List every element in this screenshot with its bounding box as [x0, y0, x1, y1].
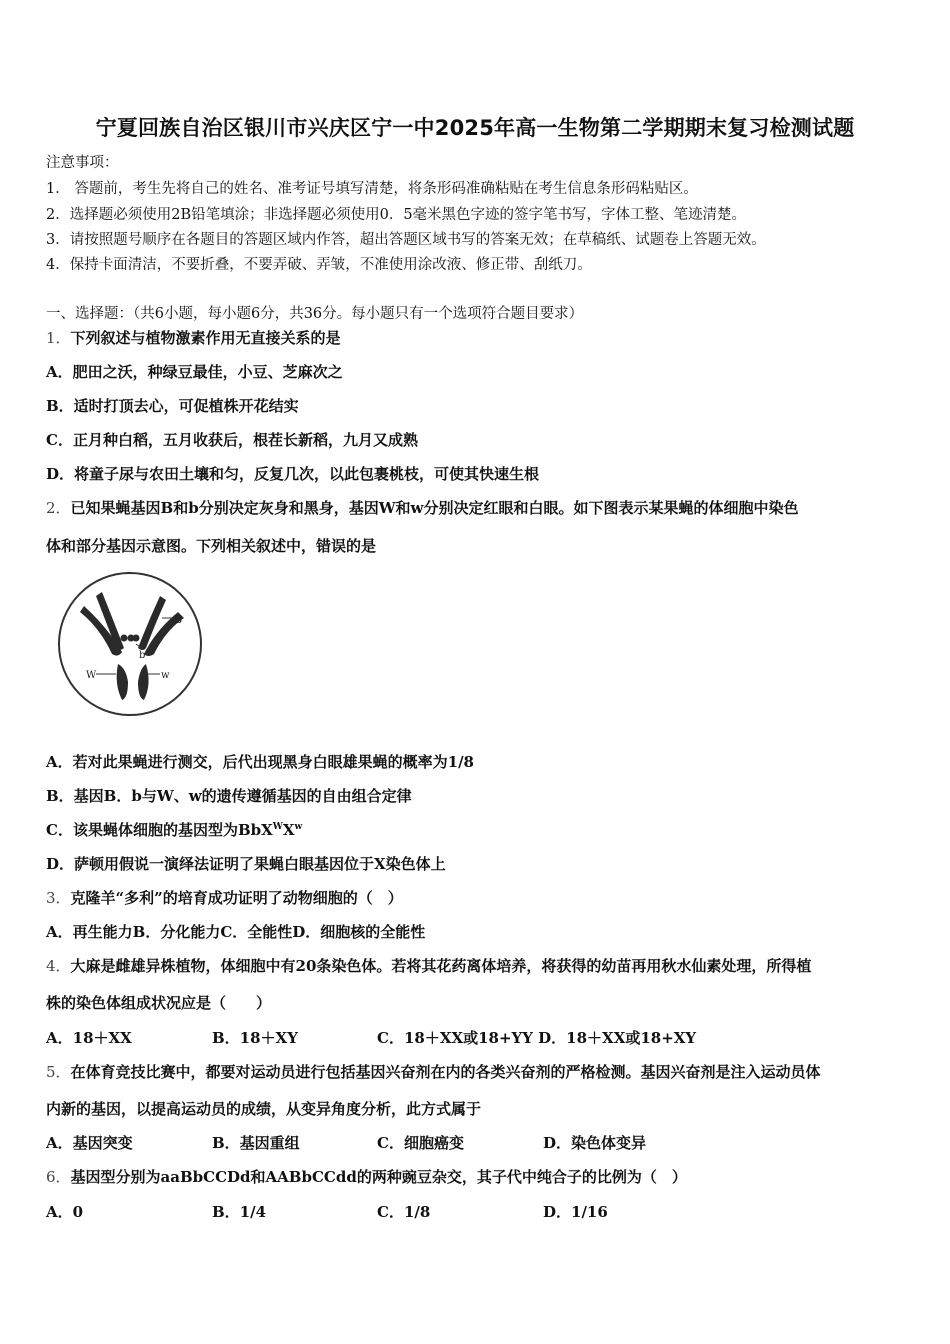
option-b: B．适时打顶去心，可促植株开花结实	[46, 397, 299, 415]
question-stem: 下列叙述与植物激素作用无直接关系的是	[70, 329, 341, 347]
question-5	[46, 1061, 821, 1082]
question-stem: 克隆羊“多利”的培育成功证明了动物细胞的（ ）	[70, 889, 403, 907]
question-stem: 基因型分别为aaBbCCDd和AABbCCdd的两种豌豆杂交，其子代中纯合子的比例为（ ）	[70, 1168, 687, 1186]
question-6	[46, 1166, 687, 1187]
option-d: D．1/16	[543, 1203, 608, 1221]
question-stem-line2: 株的染色体组成状况应是（ ）	[46, 994, 272, 1012]
page-title: 宁夏回族自治区银川市兴庆区宁一中2025年高一生物第二学期期末复习检测试题	[95, 116, 855, 140]
option-a: A．基因突变	[46, 1134, 133, 1152]
option-b: B．18＋XY	[212, 1029, 298, 1047]
option-c-sup2: w	[294, 822, 303, 832]
option-c-d: C．18＋XX或18+YY D．18＋XX或18+XY	[377, 1029, 697, 1047]
option-b: B．基因B．b与W、w的遗传遵循基因的自由组合定律	[46, 787, 412, 805]
question-stem-line2: 体和部分基因示意图。下列相关叙述中，错误的是	[46, 537, 377, 555]
option-c: C．细胞癌变	[377, 1134, 464, 1152]
question-number: 5．	[46, 1063, 71, 1081]
option-c-prefix: C．该果蝇体细胞的基因型为BbX	[46, 821, 273, 839]
question-2	[46, 497, 798, 518]
option-a: A．肥田之沃，种绿豆最佳，小豆、芝麻次之	[46, 363, 343, 381]
question-number: 1．	[46, 329, 71, 347]
question-stem-line1: 已知果蝇基因B和b分别决定灰身和黑身，基因W和w分别决定红眼和白眼。如下图表示某果蝇的体细胞中染色	[70, 499, 799, 517]
gene-label-B: B	[174, 613, 183, 626]
options-row: A．再生能力B．分化能力C．全能性D．细胞核的全能性	[46, 923, 426, 941]
gene-label-W: W	[86, 670, 97, 681]
question-1	[46, 327, 341, 348]
question-number: 2．	[46, 499, 71, 517]
dot-chromosome	[121, 635, 128, 642]
notice-item: 4．保持卡面清洁，不要折叠，不要弄破、弄皱，不准使用涂改液、修正带、刮纸刀。	[46, 257, 592, 273]
question-3	[46, 887, 403, 908]
question-number: 6．	[46, 1168, 71, 1186]
option-a: A．0	[46, 1203, 84, 1221]
gene-label-b: b	[139, 650, 146, 661]
question-stem-line1: 在体育竞技比赛中，都要对运动员进行包括基因兴奋剂在内的各类兴奋剂的严格检测。基因兴奋剂是注入运动员体	[70, 1063, 821, 1081]
option-a: A．若对此果蝇进行测交，后代出现黑身白眼雄果蝇的概率为1/8	[46, 753, 474, 771]
option-d: D．萨顿用假说一演绎法证明了果蝇白眼基因位于X染色体上	[46, 855, 446, 873]
option-b: B．基因重组	[212, 1134, 300, 1152]
option-d: D．将童子尿与农田土壤和匀，反复几次，以此包裹桃枝，可使其快速生根	[46, 465, 540, 483]
x-chromosome-right	[138, 664, 149, 700]
option-c-sup1: W	[272, 822, 283, 832]
question-stem-line1: 大麻是雌雄异株植物，体细胞中有20条染色体。若将其花药离体培养，将获得的幼苗再用秋水仙素处理，所得植	[70, 957, 812, 975]
option-d: D．染色体变异	[543, 1134, 647, 1152]
cell-membrane-circle	[59, 573, 201, 715]
gene-label-w: w	[161, 670, 170, 681]
notice-heading: 注意事项：	[46, 155, 119, 171]
dot-chromosome	[133, 635, 140, 642]
option-c: C．正月种白稻，五月收获后，根茬长新稻，九月又成熟	[46, 431, 418, 449]
x-chromosome-left	[117, 664, 128, 700]
question-4	[46, 955, 811, 976]
notice-item: 2．选择题必须使用2B铅笔填涂；非选择题必须使用0．5毫米黑色字迹的签字笔书写，字体工整、笔迹清楚。	[46, 207, 747, 223]
question-stem-line2: 内新的基因，以提高运动员的成绩，从变异角度分析，此方式属于	[46, 1100, 482, 1118]
option-c	[46, 819, 302, 840]
notice-item: 1． 答题前，考生先将自己的姓名、准考证号填写清楚，将条形码准确粘贴在考生信息条形码粘贴区。	[46, 181, 698, 197]
option-a: A．18＋XX	[46, 1029, 132, 1047]
notice-item: 3．请按照题号顺序在各题目的答题区域内作答，超出答题区域书写的答案无效；在草稿纸、试题卷上答题无效。	[46, 232, 766, 248]
option-b: B．1/4	[212, 1203, 267, 1221]
chromosome-diagram	[56, 566, 206, 722]
section-heading: 一、选择题：（共6小题，每小题6分，共36分。每小题只有一个选项符合题目要求）	[46, 306, 584, 322]
question-number: 3．	[46, 889, 71, 907]
option-c-mid: X	[282, 821, 295, 839]
question-number: 4．	[46, 957, 71, 975]
option-c: C．1/8	[377, 1203, 431, 1221]
